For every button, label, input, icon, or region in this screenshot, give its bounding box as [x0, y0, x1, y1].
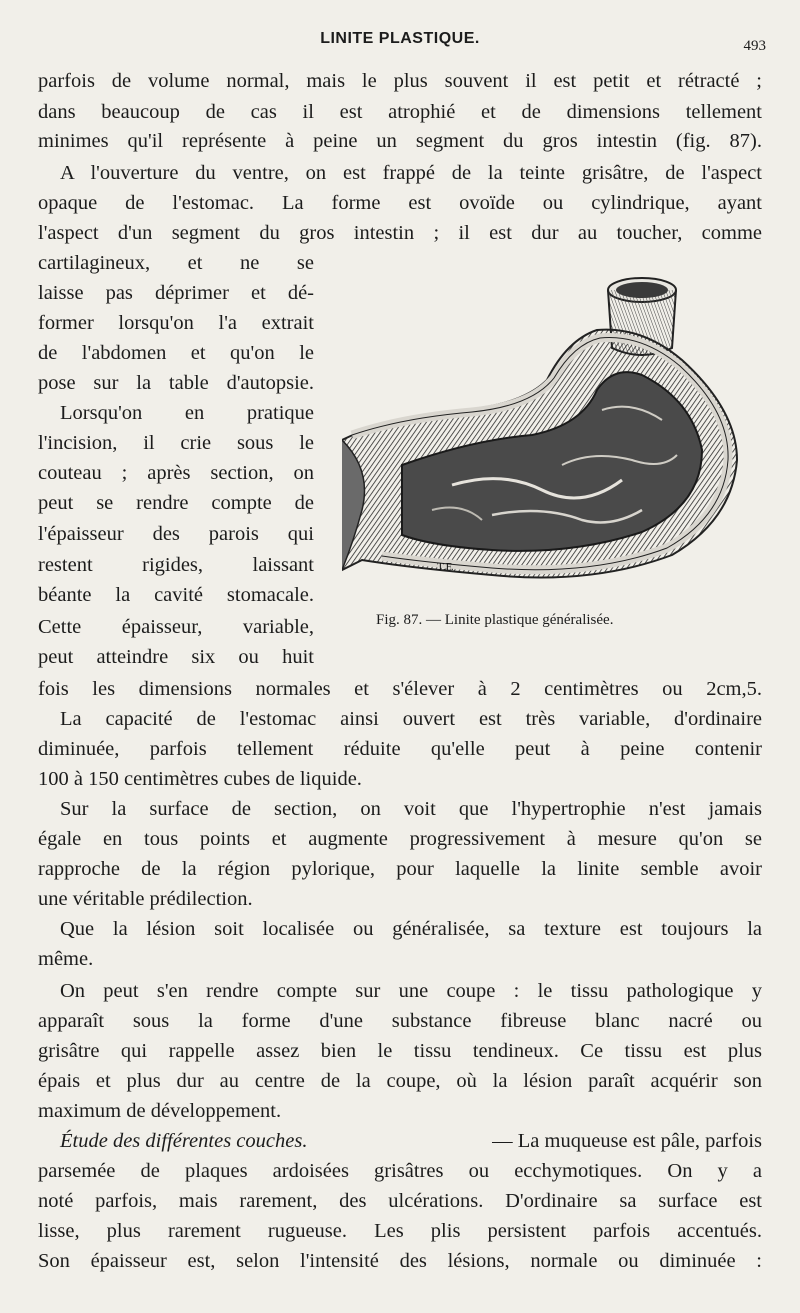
text-line: 100 à 150 centimètres cubes de liquide.: [38, 768, 362, 790]
text-line: On peut s'en rendre compte sur une coupe : le tissu pathologique y: [60, 980, 762, 1002]
text-line: cartilagineux, et ne se: [38, 252, 314, 274]
text-line: Sur la surface de section, on voit que l'hypertrophie n'est jamais: [60, 798, 762, 820]
text-line: minimes qu'il représente à peine un segment du gros intestin (fig. 87).: [38, 130, 762, 152]
text-line: opaque de l'estomac. La forme est ovoïde ou cylindrique, ayant: [38, 192, 762, 214]
text-line: La capacité de l'estomac ainsi ouvert est très variable, d'ordinaire: [60, 708, 762, 730]
text-line: Que la lésion soit localisée ou généralisée, sa texture est toujours la: [60, 918, 762, 940]
text-line: même.: [38, 948, 94, 970]
text-line: dans beaucoup de cas il est atrophié et de dimensions tellement: [38, 101, 762, 123]
stomach-illustration: [342, 270, 762, 592]
running-title: LINITE PLASTIQUE.: [320, 30, 480, 47]
page-number: 493: [743, 38, 766, 54]
text-line: l'épaisseur des parois qui: [38, 523, 314, 545]
text-line: peut atteindre six ou huit: [38, 646, 314, 668]
text-line: une véritable prédilection.: [38, 888, 253, 910]
text-line: l'aspect d'un segment du gros intestin ; il est dur au toucher, comme: [38, 222, 762, 244]
section-heading-line: [60, 1128, 762, 1154]
text-line: Lorsqu'on en pratique: [60, 402, 314, 424]
text-line: béante la cavité stomacale.: [38, 584, 314, 606]
text-line: lisse, plus rarement rugueuse. Les plis persistent parfois accentués.: [38, 1220, 762, 1242]
text-line: parfois de volume normal, mais le plus souvent il est petit et rétracté ;: [38, 70, 762, 92]
text-line: maximum de développement.: [38, 1100, 282, 1122]
text-line: égale en tous points et augmente progressivement à mesure qu'on se: [38, 828, 762, 850]
text-line: Cette épaisseur, variable,: [38, 616, 314, 638]
text-line: peut se rendre compte de: [38, 492, 314, 514]
text-line: A l'ouverture du ventre, on est frappé de la teinte grisâtre, de l'aspect: [60, 162, 762, 184]
figure-signature: T.F.: [437, 561, 454, 573]
text-line: rapproche de la région pylorique, pour laquelle la linite semble avoir: [38, 858, 762, 880]
text-line: noté parfois, mais rarement, des ulcérations. D'ordinaire sa surface est: [38, 1190, 762, 1212]
text-line: grisâtre qui rappelle assez bien le tissu tendineux. Ce tissu est plus: [38, 1040, 762, 1062]
text-line: former lorsqu'on l'a extrait: [38, 312, 314, 334]
text-line: apparaît sous la forme d'une substance fibreuse blanc nacré ou: [38, 1010, 762, 1032]
figure-caption: Fig. 87. — Linite plastique généralisée.: [376, 612, 614, 628]
text-line: Son épaisseur est, selon l'intensité des lésions, normale ou diminuée :: [38, 1250, 762, 1272]
text-line: épais et plus dur au centre de la coupe, où la lésion paraît acquérir son: [38, 1070, 762, 1092]
text-line: pose sur la table d'autopsie.: [38, 372, 314, 394]
text-line: laisse pas déprimer et dé-: [38, 282, 314, 304]
section-text: — La muqueuse est pâle, parfois: [487, 1130, 762, 1152]
text-line: l'incision, il crie sous le: [38, 432, 314, 454]
text-line: restent rigides, laissant: [38, 554, 314, 576]
stomach-drawing: [342, 270, 762, 592]
text-line: fois les dimensions normales et s'élever à 2 centimètres ou 2cm,5.: [38, 678, 762, 700]
section-heading: Étude des différentes couches.: [60, 1130, 308, 1152]
text-line: de l'abdomen et qu'on le: [38, 342, 314, 364]
text-line: couteau ; après section, on: [38, 462, 314, 484]
text-line: diminuée, parfois tellement réduite qu'elle peut à peine contenir: [38, 738, 762, 760]
text-line: parsemée de plaques ardoisées grisâtres ou ecchymotiques. On y a: [38, 1160, 762, 1182]
